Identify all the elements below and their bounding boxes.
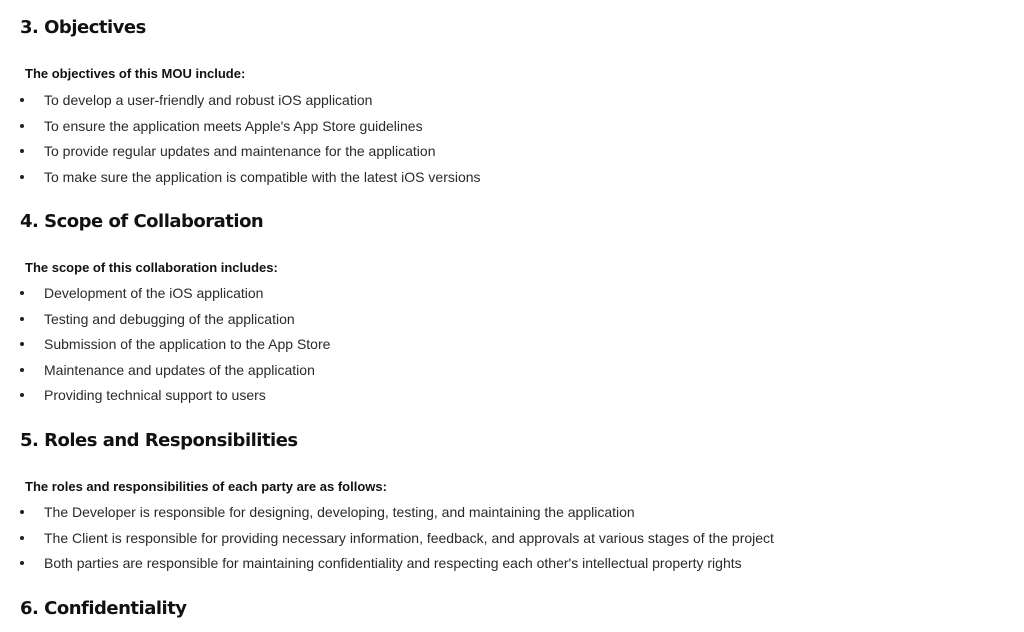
bullet-icon [20,149,24,153]
section-heading: 4. Scope of Collaboration [20,211,264,232]
section-heading: 5. Roles and Responsibilities [20,430,298,451]
list-item-text: Development of the iOS application [44,285,264,301]
bullet-icon [20,342,24,346]
bullet-icon [20,561,24,565]
list-item-text: The Developer is responsible for designing, developing, testing, and maintaining the application [44,504,635,520]
bullet-icon [20,536,24,540]
bullet-icon [20,98,24,102]
section-intro: The objectives of this MOU include: [25,66,246,81]
list-item-text: Maintenance and updates of the application [44,361,315,378]
bullet-icon [20,317,24,321]
list-item-text: Submission of the application to the App Store [44,336,331,353]
section-intro: The scope of this collaboration includes: [25,260,278,275]
list-item-text: Both parties are responsible for maintaining confidentiality and respecting each other's intellectual property rights [44,555,742,572]
section-heading: 3. Objectives [20,17,146,38]
list-item-text: To make sure the application is compatible with the latest iOS versions [44,168,481,185]
bullet-icon [20,393,24,397]
list-item-text: To ensure the application meets Apple's App Store guidelines [44,117,423,134]
list-item-text: The Client is responsible for providing necessary information, feedback, and approvals at various stages of the project [44,529,774,546]
bullet-icon [20,124,24,128]
list-item-text: Providing technical support to users [44,387,266,404]
section-heading: 6. Confidentiality [20,598,187,619]
bullet-icon [20,291,24,295]
list-item-text: Testing and debugging of the application [44,310,295,327]
bullet-icon [20,510,24,514]
list-item-text: To provide regular updates and maintenance for the application [44,143,436,160]
bullet-icon [20,175,24,179]
list-item-text: To develop a user-friendly and robust iOS application [44,92,373,108]
section-intro: The roles and responsibilities of each party are as follows: [25,479,387,494]
bullet-icon [20,368,24,372]
